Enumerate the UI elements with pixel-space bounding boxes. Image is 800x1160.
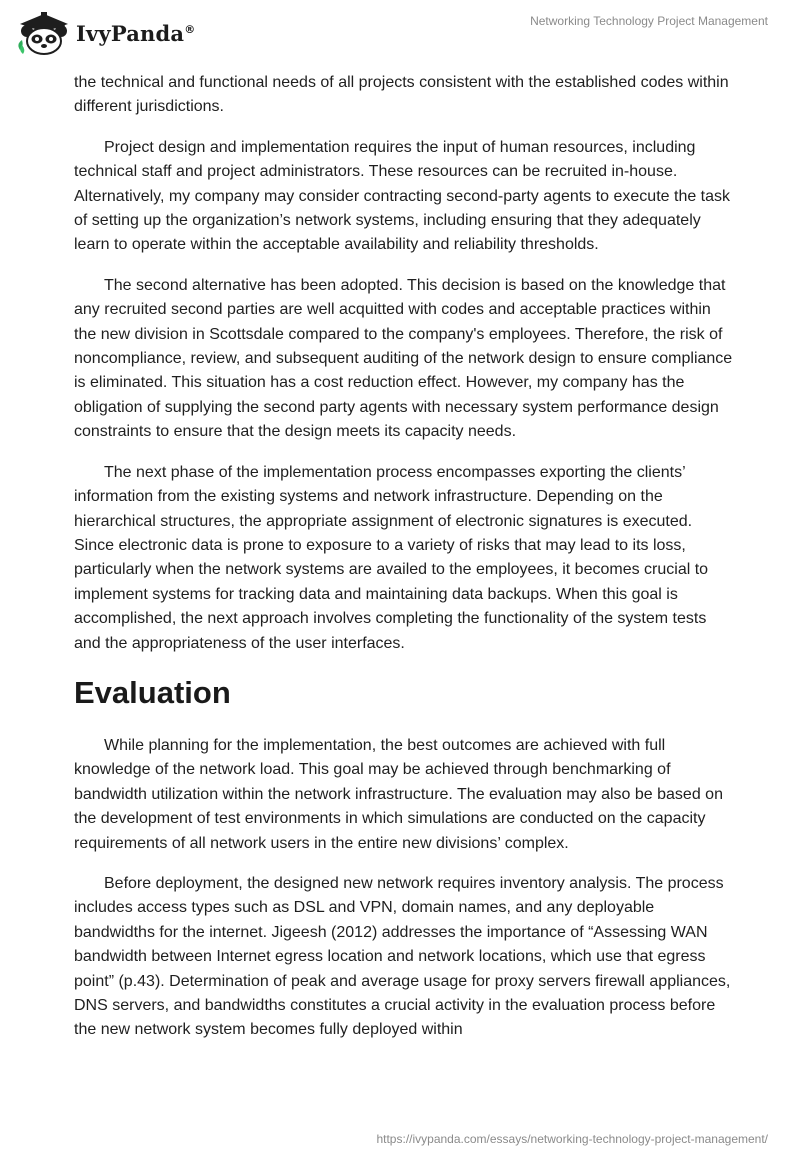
paragraph-1: the technical and functional needs of all projects consistent with the established codes within different jurisdictions. [74, 74, 729, 116]
paragraph-5: While planning for the implementation, the best outcomes are achieved with full knowledge of the network load. This goal may be achieved through benchmarking of bandwidth utilization within the network infrastructure. The evaluation may also be based on the development of test environments in which simulations are conducted on the capacity requirements of all network users in the entire new divisions’ complex. [74, 736, 723, 852]
footer-source-url[interactable]: https://ivypanda.com/essays/networking-technology-project-management/ [376, 1132, 768, 1146]
brand-logo[interactable] [14, 10, 195, 56]
document-title: Networking Technology Project Management [530, 14, 768, 28]
page-header [0, 0, 800, 70]
paragraph-2: Project design and implementation requires the input of human resources, including technical staff and project administrators. These resources can be recruited in-house. Alternatively, my company may consider contracting second-party agents to execute the task of setting up the organization’s network systems, including ensuring that they adequately learn to operate within the acceptable availability and reliability thresholds. [74, 138, 731, 254]
paragraph-4: The next phase of the implementation process encompasses exporting the clients’ information from the existing systems and network infrastructure. Depending on the hierarchical structures, the appropriate assignment of electronic signatures is executed. Since electronic data is prone to exposure to a variety of risks that may lead to its loss, particularly when the network systems are availed to the employees, it becomes crucial to implement systems for tracking data and maintaining data backups. When this goal is accomplished, the next approach involves completing the functionality of the system tests and the appropriateness of the user interfaces. [74, 463, 709, 652]
brand-name: IvyPanda® [76, 20, 196, 46]
panda-logo-icon [14, 10, 72, 56]
brand-registered-mark: ® [184, 22, 196, 36]
paragraph-6: Before deployment, the designed new network requires inventory analysis. The process includes access types such as DSL and VPN, domain names, and any deployable bandwidths for the internet. Jigeesh (2012) addresses the importance of “Assessing WAN bandwidth between Internet egress location and network locations, which use that egress point” (p.43). Determination of peak and average usage for proxy servers firewall appliances, DNS servers, and bandwidths constitutes a crucial activity in the evaluation process before the new network system becomes fully deployed within [74, 874, 731, 1039]
essay-body [74, 71, 734, 1059]
paragraph-3: The second alternative has been adopted. This decision is based on the knowledge that any recruited second parties are well acquitted with codes and acceptable practices within the new division in Scottsdale compared to the company's employees. Therefore, the risk of noncompliance, review, and subsequent auditing of the network design to ensure compliance is eliminated. This situation has a cost reduction effect. However, my company has the obligation of supplying the second party agents with necessary system performance design constraints to ensure that the design meets its capacity needs. [74, 276, 733, 441]
section-heading-evaluation: Evaluation [74, 674, 231, 710]
